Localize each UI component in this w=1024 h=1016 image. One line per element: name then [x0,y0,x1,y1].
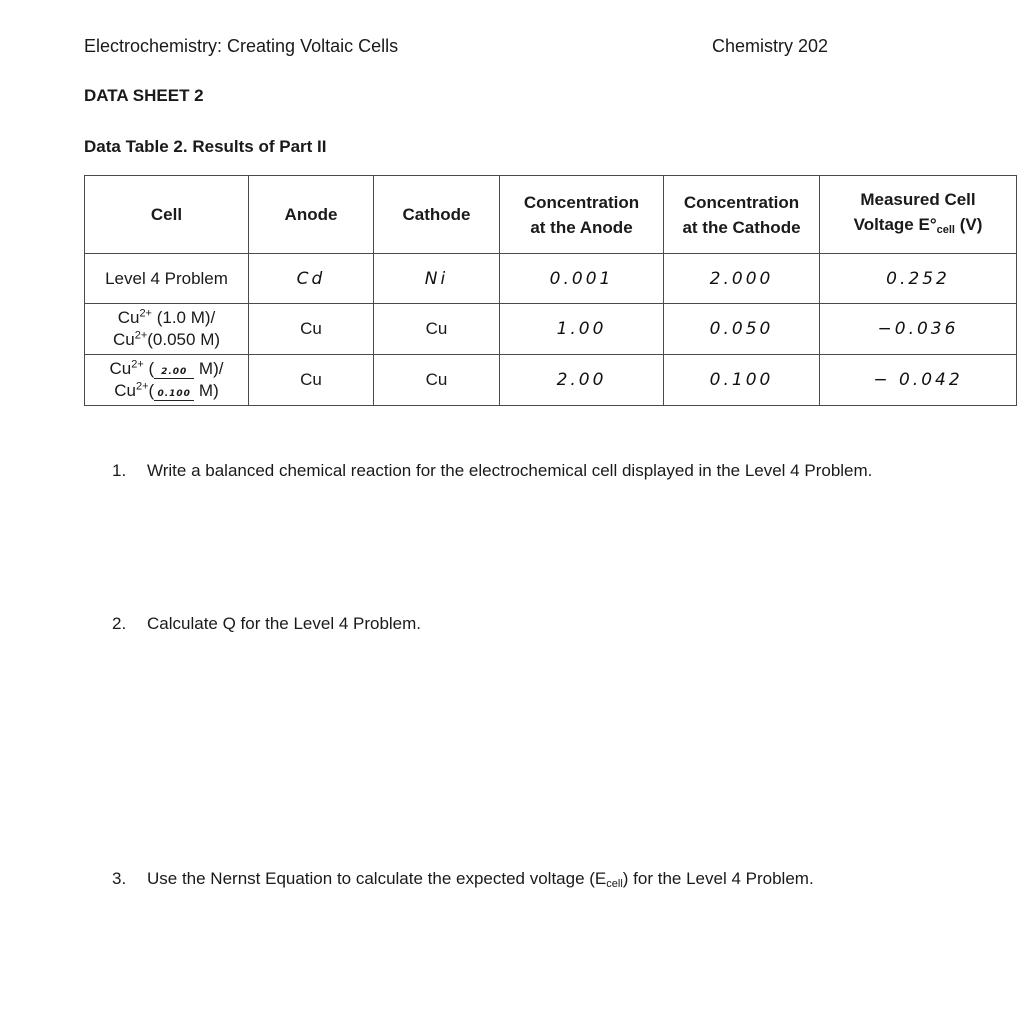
voltage-value: 0.252 [820,254,1017,304]
conc-cathode-value: 2.000 [664,254,820,304]
document-title: Electrochemistry: Creating Voltaic Cells [84,36,399,56]
course-name: Chemistry 202 [712,36,829,56]
header-cathode: Cathode [374,176,500,254]
table-header-row [85,176,1017,254]
conc-anode-value: 0.001 [500,254,664,304]
table-row [85,355,1017,406]
cell-name: Level 4 Problem [85,254,249,304]
sheet-title: DATA SHEET 2 [84,86,204,105]
conc-cathode-value: 0.050 [664,304,820,355]
header-voltage: Measured Cell Voltage $E^\circ_{cell}$ (V) [820,176,1017,254]
conc-anode-value: 1.00 [500,304,664,355]
anode-value: Cu [249,355,374,406]
cell-name: $Cu^{2+}$ ( 2.00 M)/ $Cu^{2+}$( 0.100 M) [85,355,249,406]
conc-cathode-value: 0.100 [664,355,820,406]
header-cell: Cell [85,176,249,254]
handwritten-blank: 0.100 [154,388,194,401]
table-row [85,304,1017,355]
cathode-value: Cu [374,355,500,406]
table-title: Data Table 2. Results of Part II [84,137,327,156]
header-anode: Anode [249,176,374,254]
header-conc-anode: Concentration at the Anode [500,176,664,254]
results-table [84,175,1017,406]
cell-name: $Cu^{2+}$ (1.0 M)/ $Cu^{2+}(0.050$ M) [85,304,249,355]
cathode-value: Ni [374,254,500,304]
voltage-value: − 0.042 [820,355,1017,406]
header-conc-cathode: Concentration at the Cathode [664,176,820,254]
anode-value: Cu [249,304,374,355]
cathode-value: Cu [374,304,500,355]
anode-value: Cd [249,254,374,304]
voltage-value: −0.036 [820,304,1017,355]
conc-anode-value: 2.00 [500,355,664,406]
table-row [85,254,1017,304]
handwritten-blank: 2.00 [154,366,194,379]
